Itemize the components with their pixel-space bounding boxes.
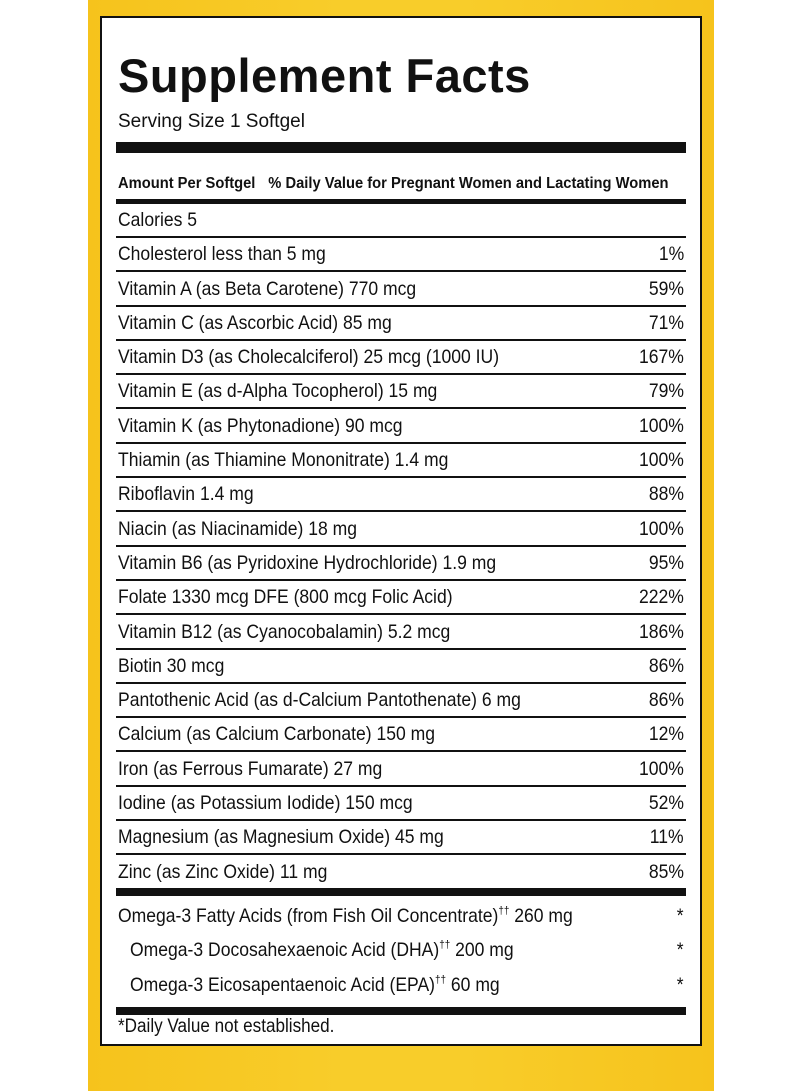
nutrient-daily-value: 100% bbox=[639, 414, 684, 437]
nutrient-daily-value: 100% bbox=[639, 757, 684, 780]
nutrient-name: Riboflavin 1.4 mg bbox=[118, 483, 254, 506]
omega-row bbox=[116, 898, 686, 932]
nutrient-row bbox=[116, 444, 686, 478]
nutrient-name: Vitamin K (as Phytonadione) 90 mcg bbox=[118, 414, 403, 437]
omega-name bbox=[118, 905, 573, 928]
thick-rule-omega bbox=[116, 888, 686, 896]
column-header-row bbox=[118, 173, 669, 195]
omega-daily-value: * bbox=[677, 973, 684, 996]
nutrient-name: Vitamin A (as Beta Carotene) 770 mcg bbox=[118, 277, 417, 300]
omega-label: Omega-3 Docosahexaenoic Acid (DHA) bbox=[130, 939, 440, 962]
nutrient-name: Iron (as Ferrous Fumarate) 27 mg bbox=[118, 757, 383, 780]
header-daily-value: % Daily Value for Pregnant Women and Lactating Women bbox=[268, 175, 669, 192]
nutrient-name: Folate 1330 mcg DFE (800 mcg Folic Acid) bbox=[118, 586, 453, 609]
dagger-mark: †† bbox=[439, 939, 451, 952]
supplement-facts-panel bbox=[100, 16, 702, 1046]
omega-name bbox=[130, 939, 514, 962]
nutrient-daily-value: 167% bbox=[639, 346, 684, 369]
nutrient-row bbox=[116, 547, 686, 581]
nutrient-row bbox=[116, 753, 686, 787]
nutrient-name: Biotin 30 mcg bbox=[118, 654, 225, 677]
omega-label: Omega-3 Eicosapentaenoic Acid (EPA) bbox=[130, 973, 436, 996]
nutrient-row bbox=[116, 855, 686, 889]
nutrient-daily-value: 79% bbox=[648, 380, 684, 403]
nutrient-daily-value: 86% bbox=[648, 654, 684, 677]
nutrient-daily-value: 186% bbox=[639, 620, 684, 643]
nutrient-row bbox=[116, 650, 686, 684]
nutrient-row bbox=[116, 615, 686, 649]
calories-row bbox=[116, 204, 686, 238]
nutrient-daily-value: 95% bbox=[648, 551, 684, 574]
nutrient-name: Vitamin C (as Ascorbic Acid) 85 mg bbox=[118, 311, 392, 334]
nutrient-name: Calcium (as Calcium Carbonate) 150 mg bbox=[118, 723, 435, 746]
omega-daily-value: * bbox=[677, 904, 684, 927]
nutrient-name: Cholesterol less than 5 mg bbox=[118, 243, 326, 266]
nutrient-daily-value: 88% bbox=[648, 483, 684, 506]
nutrient-row bbox=[116, 718, 686, 752]
nutrient-row bbox=[116, 478, 686, 512]
nutrient-daily-value: 11% bbox=[650, 826, 684, 849]
nutrient-name: Pantothenic Acid (as d-Calcium Pantothenate) 6 mg bbox=[118, 689, 521, 712]
omega-amount: 200 mg bbox=[450, 939, 514, 962]
calories-label: Calories 5 bbox=[118, 209, 198, 231]
nutrient-name: Vitamin D3 (as Cholecalciferol) 25 mcg (1000 IU) bbox=[118, 346, 500, 369]
thick-rule-footnote bbox=[116, 1007, 686, 1015]
nutrient-row bbox=[116, 787, 686, 821]
nutrient-name: Magnesium (as Magnesium Oxide) 45 mg bbox=[118, 826, 444, 849]
nutrient-row bbox=[116, 272, 686, 306]
nutrient-daily-value: 222% bbox=[639, 586, 684, 609]
header-amount: Amount Per Softgel bbox=[118, 175, 256, 192]
nutrient-row bbox=[116, 821, 686, 855]
nutrient-row bbox=[116, 581, 686, 615]
nutrient-daily-value: 12% bbox=[648, 723, 684, 746]
nutrient-row bbox=[116, 375, 686, 409]
omega-label: Omega-3 Fatty Acids (from Fish Oil Concentrate) bbox=[118, 904, 499, 927]
nutrient-daily-value: 85% bbox=[648, 860, 684, 883]
nutrient-name: Zinc (as Zinc Oxide) 11 mg bbox=[118, 860, 328, 883]
nutrient-row bbox=[116, 684, 686, 718]
nutrient-row bbox=[116, 410, 686, 444]
serving-size: Serving Size 1 Softgel bbox=[118, 111, 305, 132]
nutrient-daily-value: 1% bbox=[658, 243, 684, 266]
nutrient-name: Niacin (as Niacinamide) 18 mg bbox=[118, 517, 357, 540]
omega-name bbox=[130, 974, 500, 997]
omega-amount: 260 mg bbox=[509, 904, 573, 927]
nutrient-name: Vitamin B6 (as Pyridoxine Hydrochloride) 1.9 mg bbox=[118, 551, 497, 574]
nutrient-row bbox=[116, 307, 686, 341]
nutrient-daily-value: 52% bbox=[648, 792, 684, 815]
nutrient-name: Vitamin B12 (as Cyanocobalamin) 5.2 mcg bbox=[118, 620, 451, 643]
nutrient-row bbox=[116, 341, 686, 375]
omega-row bbox=[116, 966, 686, 1000]
omega-amount: 60 mg bbox=[446, 973, 500, 996]
nutrient-daily-value: 100% bbox=[639, 517, 684, 540]
dagger-mark: †† bbox=[435, 973, 447, 986]
footnote: *Daily Value not established. bbox=[118, 1016, 335, 1037]
omega-row bbox=[116, 932, 686, 966]
thick-rule-top bbox=[116, 142, 686, 153]
panel-title: Supplement Facts bbox=[118, 49, 531, 102]
nutrient-name: Vitamin E (as d-Alpha Tocopherol) 15 mg bbox=[118, 380, 438, 403]
dagger-mark: †† bbox=[498, 904, 510, 917]
nutrient-daily-value: 59% bbox=[648, 277, 684, 300]
nutrient-daily-value: 100% bbox=[639, 449, 684, 472]
nutrient-name: Iodine (as Potassium Iodide) 150 mcg bbox=[118, 792, 413, 815]
nutrient-name: Thiamin (as Thiamine Mononitrate) 1.4 mg bbox=[118, 449, 449, 472]
nutrient-row bbox=[116, 512, 686, 546]
nutrient-daily-value: 86% bbox=[648, 689, 684, 712]
nutrient-daily-value: 71% bbox=[648, 311, 684, 334]
omega-daily-value: * bbox=[677, 939, 684, 962]
nutrient-row bbox=[116, 238, 686, 272]
